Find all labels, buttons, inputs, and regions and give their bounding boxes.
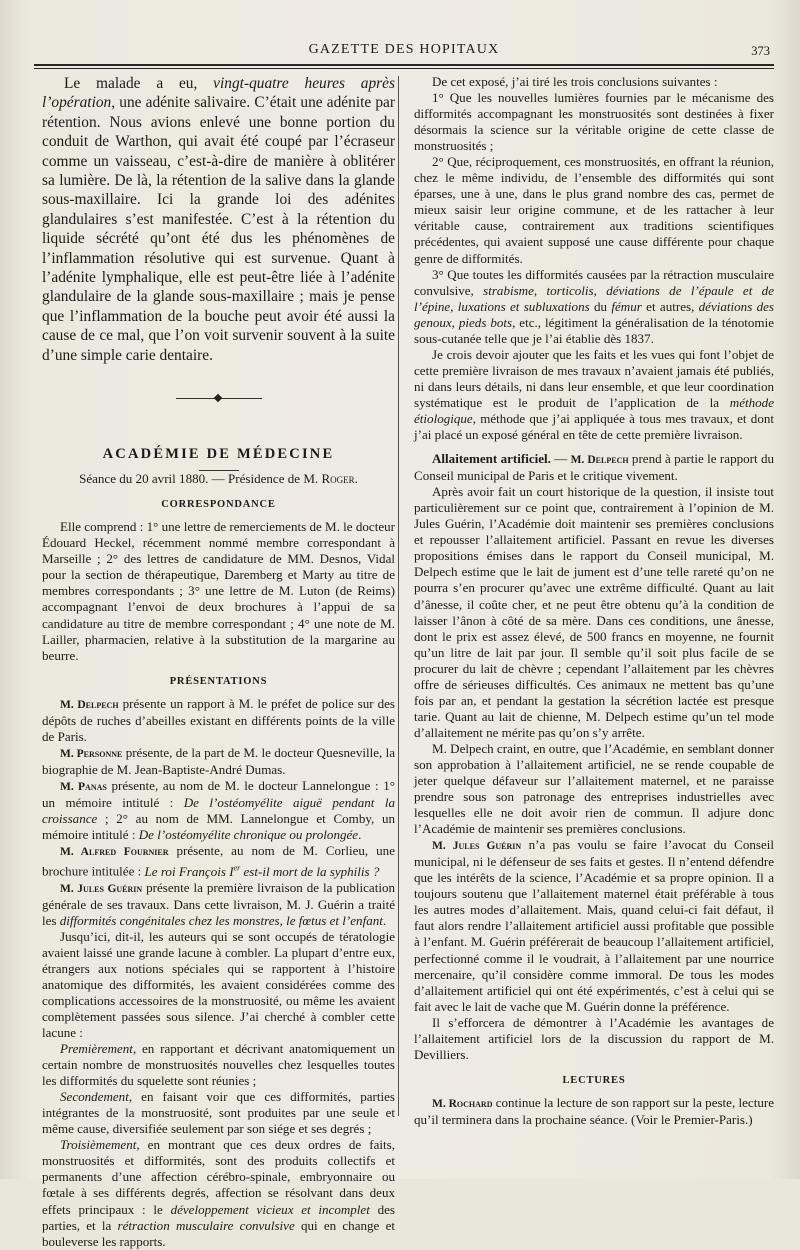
presentations-list [42,696,395,1250]
presentation-paragraph: M. Alfred Fournier présente, au nom de M. Corlieu, une brochure intitulée : Le roi François Ier est-il mort de la syphilis ? [42,843,395,879]
body-paragraph: Il s’efforcera de démontrer à l’Académie les avantages de l’allaitement artificiel lors de la discussion du rapport de M. Devilliers. [414,1014,774,1062]
presentation-paragraph: M. Panas présente, au nom de M. le docteur Lannelongue : 1° un mémoire intitulé : De l’ostéomyélite aiguë pendant la croissance ; 2° au nom de MM. Lannelongue et Comby, un mémoire intitulé : De l’ostéomyélite chronique ou prolongée. [42,777,395,843]
diamond-ornament-icon [213,394,221,402]
journal-title: GAZETTE DES HOPITAUX [308,42,500,57]
body-paragraph: De cet exposé, j’ai tiré les trois conclusions suivantes : [432,74,718,89]
header-rule-thin [34,68,774,69]
left-column [42,74,395,1250]
presentation-paragraph: M. Jules Guérin présente la première livraison de la publication générale de ses travaux. Dans cette livraison, M. J. Guérin a traité les difformités congénitales chez les monstres, le fœtus et l’enfant. [42,879,395,928]
page-header [34,40,786,60]
body-paragraph: 3° Que toutes les difformités causées par la rétraction musculaire convulsive, strabisme, torticolis, déviations de l’épaule et de l’épine, luxations et subluxations du fémur et autres, déviations des genoux, pieds bots, etc., légitiment la généralisation de la ténotomie sous-cutanée telle que je l’ai établie dès 1837. [414,266,775,346]
column-divider [398,76,399,1116]
presentation-paragraph: Secondement, en faisant voir que ces difformités, parties intégrantes de la monstruosité, sont produites par une seule et même cause, diversifiée seulement par son siége et ses degrés ; [42,1089,395,1137]
lectures-heading: LECTURES [562,1074,626,1086]
presentation-paragraph: M. Personne présente, de la part de M. le docteur Quesneville, la biographie de M. Jean-Baptiste-André Dumas. [42,744,395,777]
body-paragraph: Je crois devoir ajouter que les faits et les vues qui font l’objet de cette première livraison de mes travaux n’avaient jamais été publiés, ni dans leurs détails, ni dans leur ensemble, et que leur coordination systématique est le produit de l’application de la méthode étiologique, méthode que j’ai appliquée à tous mes travaux, et dont j’ai placé un exposé général en tête de cette première livraison. [414,346,774,443]
page-number: 373 [751,44,770,58]
right-column [414,74,774,1128]
presentation-paragraph: Jusqu’ici, dit-il, les auteurs qui se sont occupés de tératologie avaient laissé une grande lacune à combler. La plupart d’entre eux, étrangers aux notions spéciales qui se rapportent à l’histoire anatomique des difformités, les avaient considérées comme des complications accessoires de la monstruosité, ou même les avaient complètement passées sous silence. J’ai cherché à combler cette lacune : [42,928,395,1040]
presentation-paragraph: Premièrement, en rapportant et décrivant anatomiquement un certain nombre de monstruosités nouvelles chez lesquelles toutes les difformités du squelette sont réunies ; [42,1041,395,1089]
body-paragraph: 2° Que, réciproquement, ces monstruosités, en offrant la réunion, chez le même individu, de l’ensemble des difformités qui sont éparses, une à une, dans le plus grand nombre des cas, permet de mieux saisir leur origine commune, et de les rattacher à leur véritable cause, contrairement aux traditions scientifiques précédentes, qui avaient supposé une cause différente pour chaque genre de difformités. [414,154,774,266]
section-gap [414,443,774,451]
intro-block [42,74,395,365]
correspondance-heading: CORRESPONDANCE [161,499,276,511]
correspondance-paragraph: Elle comprend : 1° une lettre de remerciements de M. le docteur Édouard Heckel, récemment nommé membre correspondant à Marseille ; 2° des lettres de candidature de MM. Desnos, Vidal pour la section de thérapeutique, Daremberg et Marty au titre de membres correspondants ; 3° une lettre de M. Luton (de Reims) accompagnant l’envoi de deux brochures à l’appui de sa candidature au titre de membre correspondant ; 4° une note de M. Lailler, pharmacien, relative à la substitution de la margarine au beurre. [42,519,395,663]
academy-title: ACADÉMIE DE MÉDECINE [102,446,335,463]
lectures-paragraph: M. Rochard continue la lecture de son rapport sur la peste, lecture qu’il terminera dans la prochaine séance. (Voir le Premier-Paris.) [414,1094,774,1127]
body-paragraph: 1° Que les nouvelles lumières fournies par le mécanisme des difformités accompagnant les monstruosités sont destinées à fixer désormais la science sur la véritable origine de cette classe de monstruosités ; [414,90,774,154]
presentations-heading: PRÉSENTATIONS [169,675,268,687]
intro-paragraph: Le malade a eu, vingt-quatre heures après l’opération, une adénite salivaire. C’était une adénite par rétention. Nous avions enlevé une bonne portion du conduit de Warthon, qui avait été coupé par l’écraseur comme un vaisseau, c’est-à-dire de manière à oblitérer sa lumière. De là, la rétention de la salive dans la glande sous-maxillaire. Ici la grande loi des adénites glandulaires s’est manifestée. C’est à la rétention du liquide sécrété qu’ont été dus les phénomènes de l’inflammation résolutive qui est survenue. Quant à l’adénite lymphalique, elle est peut-être liée à l’adénite glandulaire de la glande sous-maxillaire ; mais je pense que l’inflammation de la bouche peut avoir été aussi la cause de ce mal, que l’on voit survenir souvent à la suite d’une simple carie dentaire. [42,75,395,364]
presentation-paragraph: Troisièmement, en montrant que ces deux ordres de faits, monstruosités et difformités, sont des produits collectifs et permanents d’une affection cérébro-spinale, embryonnaire ou fœtale à ses différents degrés, affection se résolvant dans deux effets principaux : le développement vicieux et incomplet des parties, et la rétraction musculaire convulsive qui en change et bouleverse les rapports. [42,1137,395,1249]
presentation-paragraph: M. Delpech présente un rapport à M. le préfet de police sur des dépôts de ruches d’abeilles existant en différents points de la ville de Paris. [42,695,395,744]
body-paragraph: Après avoir fait un court historique de la question, il insiste tout particulièrement sur ce point que, contrairement à l’opinion de M. Jules Guérin, l’Académie doit maintenir ses premières conclusions et repousser l’allaitement artificiel. Passant en revue les diverses propositions émises dans le rapport du Conseil municipal, M. Delpech estime que le lait de jument est d’une telle rareté qu’on ne pourra s’en procurer qu’avec une extrême difficulté. Quant au lait d’ânesse, il coûte cher, et ne peut être obtenu qu’à la condition de laisser l’ânon à côté de sa mère. Dans ces conditions, une ânesse, dont le prix est assez élevé, de 500 francs en moyenne, ne fournit qu’un litre de lait par jour. Il semble qu’il soit plus facile de se procurer du lait de chèvre ; cependant l’allaitement par les chèvres offre de sérieuses difficultés. Ces animaux ne mettent bas qu’une fois par an, et pendant la gestation la sécrétion lactée est presque tarie. Quant au lait de chienne, M. Delpech estime qu’un tel mode d’allaitement ne mérite pas qu’on s’y arrête. [414,484,774,740]
body-paragraph: M. Jules Guérin n’a pas voulu se faire l’avocat du Conseil municipal, ni le défenseur de ses faits et gestes. Il n’entend défendre que les intérêts de la science, l’Académie et sa propre opinion. Il a toujours soutenu que l’allaitement maternel était préférable à tous les autres modes d’allaitement. Mais, quand celui-ci fait défaut, il faut alors rendre l’allaitement artificiel aussi profitable que possible à l’enfant. M. Guérin préférerait de beaucoup l’allaitement artificiel, perfectionné comme il le voudrait, à l’allaitement par une nourrice mercenaire, qu’il considère comme immoral. De tous les modes d’allaitement artificiel qui ont été expérimentés, c’est à celui qui se fait avec le lait de vache que M. Guérin donne la préférence. [414,837,774,1014]
body-paragraph: M. Delpech craint, en outre, que l’Académie, en semblant donner son approbation à l’allaitement artificiel, ne se rende coupable de jeter quelque défaveur sur l’allaitement maternel, et ne paraisse prendre sous son patronage des entreprises industrielles avec lesquelles elle ne doit avoir rien de commun. Il adjure donc l’Académie de maintenir ses premières conclusions. [414,740,774,837]
header-rule-thick [34,64,774,66]
section-separator [176,395,262,402]
body-paragraph: Allaitement artificiel. — M. Delpech prend à partie le rapport du Conseil municipal de Paris et le critique vivement. [414,451,775,484]
seance-line: Séance du 20 avril 1880. — Présidence de M. Roger. [79,471,358,487]
right-paragraphs [414,74,774,1063]
